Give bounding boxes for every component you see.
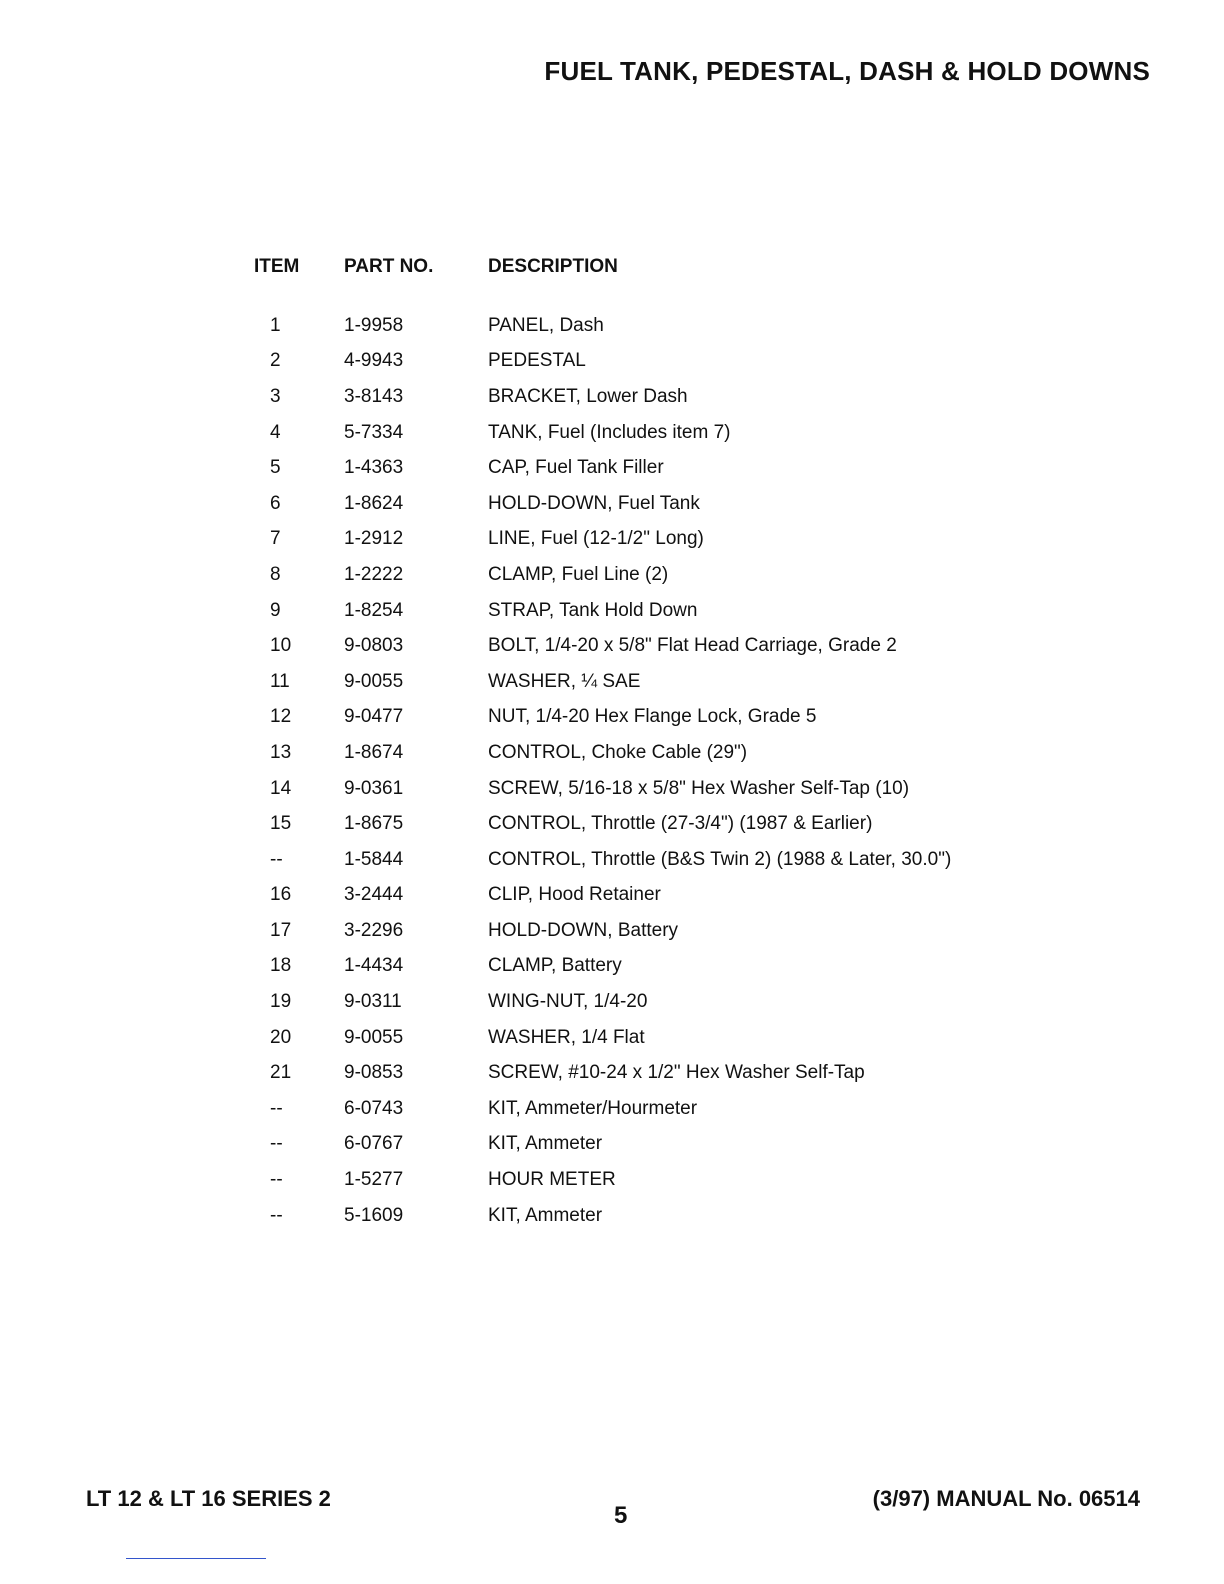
row-item: 2 [270, 350, 281, 372]
row-item: -- [270, 848, 283, 870]
row-part-no: 4-9943 [344, 350, 404, 372]
row-description: CLIP, Hood Retainer [488, 884, 661, 906]
row-description: CLAMP, Fuel Line (2) [488, 563, 669, 585]
row-item: 9 [270, 599, 281, 621]
row-part-no: 6-0743 [344, 1097, 404, 1119]
table-row [254, 450, 951, 486]
row-part-no: 1-5844 [344, 848, 404, 870]
table-row [254, 842, 951, 878]
row-part-no: 1-9958 [344, 314, 404, 336]
table-row [254, 344, 951, 380]
row-item: 4 [270, 421, 281, 443]
row-description: HOLD-DOWN, Fuel Tank [488, 492, 700, 514]
row-description: CAP, Fuel Tank Filler [488, 457, 664, 479]
row-description: STRAP, Tank Hold Down [488, 599, 698, 621]
row-part-no: 9-0477 [344, 706, 404, 728]
page-number: 5 [614, 1502, 628, 1529]
row-item: 15 [270, 813, 292, 835]
table-row [254, 700, 951, 736]
row-description: TANK, Fuel (Includes item 7) [488, 421, 731, 443]
table-row [254, 913, 951, 949]
parts-table [254, 252, 951, 1233]
row-part-no: 1-4363 [344, 457, 404, 479]
row-description: WING-NUT, 1/4-20 [488, 991, 648, 1013]
row-part-no: 1-8675 [344, 813, 404, 835]
row-item: -- [270, 1169, 283, 1191]
table-row [254, 878, 951, 914]
row-item: 18 [270, 955, 292, 977]
row-part-no: 1-8624 [344, 492, 404, 514]
table-row [254, 735, 951, 771]
row-item: 17 [270, 919, 292, 941]
row-part-no: 1-2222 [344, 563, 404, 585]
row-description: KIT, Ammeter/Hourmeter [488, 1097, 698, 1119]
row-item: 8 [270, 563, 281, 585]
row-item: 7 [270, 528, 281, 550]
table-row [254, 308, 951, 344]
row-part-no: 9-0361 [344, 777, 404, 799]
table-row [254, 1020, 951, 1056]
row-description: SCREW, #10-24 x 1/2" Hex Washer Self-Tap [488, 1062, 865, 1084]
row-part-no: 9-0803 [344, 635, 404, 657]
row-part-no: 9-0055 [344, 1026, 404, 1048]
table-row [254, 949, 951, 985]
row-part-no: 1-8254 [344, 599, 404, 621]
row-description: KIT, Ammeter [488, 1204, 603, 1226]
table-body [254, 308, 951, 1233]
row-part-no: 3-8143 [344, 385, 404, 407]
table-row [254, 984, 951, 1020]
row-part-no: 3-2296 [344, 919, 404, 941]
row-item: 3 [270, 385, 281, 407]
row-item: 20 [270, 1026, 292, 1048]
row-description: LINE, Fuel (12-1/2" Long) [488, 528, 704, 550]
row-part-no: 5-1609 [344, 1204, 404, 1226]
model-label: LT 12 & LT 16 SERIES 2 [86, 1486, 331, 1511]
row-part-no: 9-0853 [344, 1062, 404, 1084]
row-description: WASHER, ¼ SAE [488, 670, 641, 692]
row-part-no: 1-4434 [344, 955, 404, 977]
row-part-no: 1-8674 [344, 741, 404, 763]
header-part-no: PART NO. [344, 256, 434, 277]
table-header [254, 252, 951, 282]
row-description: CONTROL, Throttle (27-3/4") (1987 & Earlier) [488, 813, 873, 835]
table-row [254, 557, 951, 593]
row-description: SCREW, 5/16-18 x 5/8" Hex Washer Self-Tap (10) [488, 777, 910, 799]
row-item: 14 [270, 777, 292, 799]
row-description: NUT, 1/4-20 Hex Flange Lock, Grade 5 [488, 706, 817, 728]
row-part-no: 5-7334 [344, 421, 404, 443]
row-description: HOLD-DOWN, Battery [488, 919, 679, 941]
row-item: -- [270, 1133, 283, 1155]
row-description: CONTROL, Throttle (B&S Twin 2) (1988 & Later, 30.0") [488, 848, 952, 870]
row-item: 6 [270, 492, 281, 514]
table-row [254, 1055, 951, 1091]
row-item: 10 [270, 635, 292, 657]
row-item: -- [270, 1204, 283, 1226]
row-part-no: 6-0767 [344, 1133, 404, 1155]
row-item: 13 [270, 741, 292, 763]
table-row [254, 379, 951, 415]
table-row [254, 1091, 951, 1127]
table-row [254, 415, 951, 451]
row-item: 16 [270, 884, 292, 906]
table-row [254, 486, 951, 522]
row-item: -- [270, 1097, 283, 1119]
table-row [254, 628, 951, 664]
table-row [254, 806, 951, 842]
row-part-no: 1-5277 [344, 1169, 404, 1191]
footer-rule [126, 1558, 266, 1559]
row-item: 21 [270, 1062, 292, 1084]
page-title: FUEL TANK, PEDESTAL, DASH & HOLD DOWNS [544, 56, 1150, 86]
table-row [254, 664, 951, 700]
table-row [254, 771, 951, 807]
row-description: BRACKET, Lower Dash [488, 385, 688, 407]
row-part-no: 9-0055 [344, 670, 404, 692]
row-part-no: 9-0311 [344, 991, 402, 1013]
row-item: 1 [270, 314, 281, 336]
row-description: BOLT, 1/4-20 x 5/8" Flat Head Carriage, Grade 2 [488, 635, 897, 657]
row-description: WASHER, 1/4 Flat [488, 1026, 645, 1048]
row-item: 11 [270, 670, 290, 692]
row-part-no: 1-2912 [344, 528, 404, 550]
header-item: ITEM [254, 256, 300, 277]
row-part-no: 3-2444 [344, 884, 404, 906]
header-description: DESCRIPTION [488, 256, 618, 277]
row-description: PEDESTAL [488, 350, 586, 372]
table-row [254, 522, 951, 558]
table-row [254, 1127, 951, 1163]
table-row [254, 1198, 951, 1234]
row-description: CLAMP, Battery [488, 955, 622, 977]
row-description: CONTROL, Choke Cable (29") [488, 741, 748, 763]
manual-number: (3/97) MANUAL No. 06514 [872, 1486, 1140, 1511]
row-item: 5 [270, 457, 281, 479]
row-description: PANEL, Dash [488, 314, 604, 336]
row-item: 19 [270, 991, 292, 1013]
row-description: KIT, Ammeter [488, 1133, 603, 1155]
row-description: HOUR METER [488, 1169, 616, 1191]
table-row [254, 1162, 951, 1198]
row-item: 12 [270, 706, 292, 728]
table-row [254, 593, 951, 629]
